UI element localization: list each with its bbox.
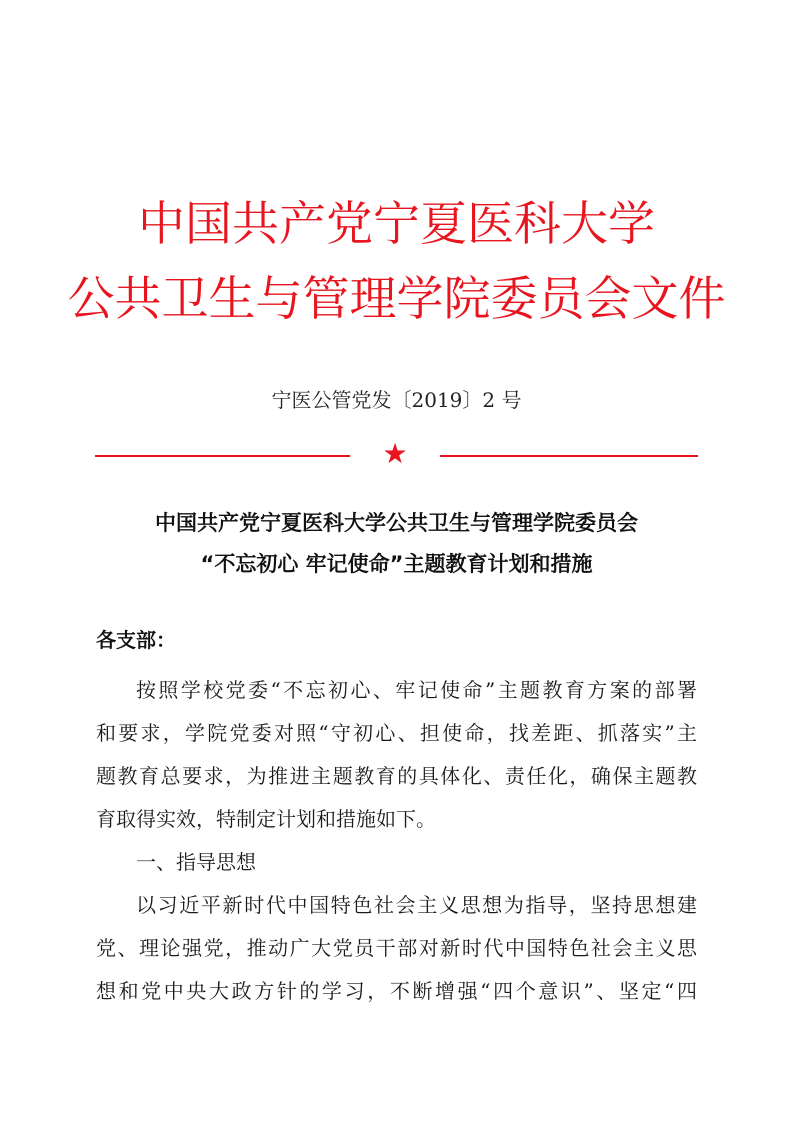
red-header-title-line1: 中国共产党宁夏医科大学: [138, 197, 655, 252]
body-line: 题教育总要求，为推进主题教育的具体化、责任化，确保主题教: [96, 764, 697, 788]
document-number: 宁医公管党发〔2019〕2 号: [271, 388, 522, 412]
salutation: 各支部：: [96, 628, 176, 652]
divider-line-right: [440, 455, 698, 457]
star-icon: ★: [382, 437, 408, 470]
section-heading: 一、指导思想: [136, 850, 256, 874]
body-line: 育取得实效，特制定计划和措施如下。: [96, 807, 436, 831]
document-title-line2: “不忘初心 牢记使命”主题教育计划和措施: [200, 552, 593, 576]
body-line: 以习近平新时代中国特色社会主义思想为指导，坚持思想建: [136, 893, 697, 917]
body-line: 想和党中央大政方针的学习，不断增强“四个意识”、坚定“四: [96, 979, 697, 1003]
red-divider: [95, 437, 698, 470]
red-header-title-line2: 公共卫生与管理学院委员会文件: [67, 272, 726, 327]
divider-line-left: [95, 455, 350, 457]
document-title-line1: 中国共产党宁夏医科大学公共卫生与管理学院委员会: [155, 511, 638, 535]
body-line: 党、理论强党，推动广大党员干部对新时代中国特色社会主义思: [96, 936, 697, 960]
body-line: 和要求，学院党委对照“守初心、担使命，找差距、抓落实”主: [96, 721, 697, 745]
body-line: 按照学校党委“不忘初心、牢记使命”主题教育方案的部署: [136, 678, 697, 702]
